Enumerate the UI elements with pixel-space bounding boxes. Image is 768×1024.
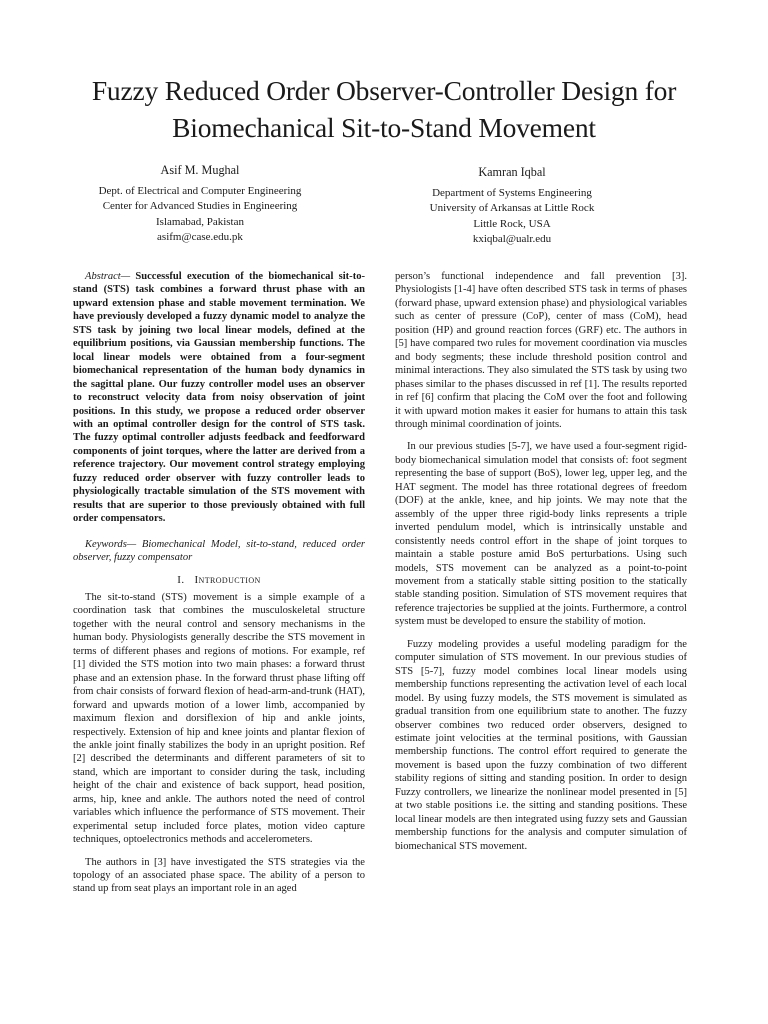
body-paragraph: person’s functional independence and fall prevention [3]. Physiologists [1-4] have often described STS task in terms of phases (forward phase, upward extension phase) and physiological variables such as center of pressure (CoP), center of mass (CoM), head position (HP) and ground reaction forces (GRF) etc. The authors in [5] have compared two rules for movement coordination via muscles and body segments; these include threshold position control and minimal interactions. They also simulated the STS task by using two phases similar to the phases discussed in ref [1]. The results reported in ref [6] confirm that placing the CoM over the foot and following it with upward motion makes it easier for humans to attain this task through minimal coordination of joints. xyxy=(395,271,687,430)
author-affiliation: Center for Advanced Studies in Engineering xyxy=(102,200,298,213)
abstract xyxy=(73,270,365,526)
author-name: Kamran Iqbal xyxy=(478,165,546,179)
author-affiliation: Dept. of Electrical and Computer Engineering xyxy=(98,185,302,198)
keywords-text: Biomechanical Model, sit-to-stand, reduced order observer, fuzzy compensator xyxy=(73,538,365,564)
section-number: I. xyxy=(177,573,185,586)
body-paragraph: The sit-to-stand (STS) movement is a simple example of a coordination task that combines the musculoskeletal structure together with the neural control and sensory mechanisms in the human body. Physiologists generally describe the STS movement in terms of different phases and regions of motions. For example, ref [1] divided the STS motion into two main phases: a forward thrust phase and an extension phase. In the forward thrust phase lifting off from chair consists of forward flexion of head-arm-and-trunk (HAT), forward and upwards motion of a lower limb, accompanied by maximum flexion and dorsiflexion of hip and ankle joints, respectively. Extension of hip and knee joints and plantar flexion of the ankle joint finally stabilizes the body in an upright position. Ref [2] described the determinants and different parameters of sit to stand, which are important to consider during the task, including height of the chair and existence of back support, head position, arms, hip, knee and ankle. The authors noted the need of control variables which influence the performance of STS movement. Their experimental setup included force plates, motion video capture techniques, optoelectronics methods and accelerometers. xyxy=(73,591,365,846)
author-email[interactable]: kxiqbal@ualr.edu xyxy=(472,232,552,245)
author-email[interactable]: asifm@case.edu.pk xyxy=(157,230,243,243)
body-paragraph: Fuzzy modeling provides a useful modeling paradigm for the computer simulation of STS movement. In our previous studies of STS [5-7], fuzzy model combines local linear models using membership functions representing the activation level of each local model. By using fuzzy models, the STS movement is simulated as gradual transition from one equilibrium state to another. The fuzzy observer combines two reduced order observers, designed to estimate joint velocities at the terminal positions, with Gaussian membership functions. The control effort required to generate the movement is based upon the fuzzy combination of two different stability regions of sitting and standing position. In order to design Fuzzy controllers, we linearize the nonlinear model presented in [5] at two stable positions i.e. the sitting and standing positions. These local linear models are then integrated using fuzzy sets and Gaussian membership functions for the analysis and computer simulation of biomechanical STS movement. xyxy=(395,638,687,852)
author-name: Asif M. Mughal xyxy=(160,163,240,177)
section-heading xyxy=(73,574,365,587)
author-affiliation: Department of Systems Engineering xyxy=(432,187,592,200)
author-block-2 xyxy=(347,165,677,247)
author-location: Islamabad, Pakistan xyxy=(156,215,244,228)
right-column xyxy=(395,270,687,853)
keywords-label: Keywords— xyxy=(85,538,137,550)
keywords xyxy=(73,538,365,565)
author-affiliation: University of Arkansas at Little Rock xyxy=(429,202,595,215)
section-title: Introduction xyxy=(194,573,261,586)
title-line-2: Biomechanical Sit-to-Stand Movement xyxy=(172,112,596,143)
abstract-label: Abstract— xyxy=(85,271,131,282)
left-column xyxy=(73,270,365,896)
body-paragraph: The authors in [3] have investigated the STS strategies via the topology of an associated phase space. The ability of a person to stand up from seat plays an important role in an aged xyxy=(73,856,365,895)
body-paragraph: In our previous studies [5-7], we have used a four-segment rigid-body biomechanical simulation model that consists of: foot segment representing the base of support (BoS), lower leg, upper leg, and the HAT segment. The model has three rotational degrees of freedom (DOF) at the ankle, knee, and hip joints. We may note that the assembly of the upper three rigid-body links represents a triple inverted pendulum model, which is intrinsically unstable and consistently needs control effort in the shape of joint torques to maintain a stable posture amid BoS perturbations. Using such models, STS movement can be analyzed as a point-to-point movement from a statically stable sitting position to the statically stable standing position. Simulation of STS movement requires that reference trajectories be supplied at the joints. Furthermore, a control system must be developed to ensure the stability of motion. xyxy=(395,441,687,628)
author-location: Little Rock, USA xyxy=(473,217,551,230)
title-line-1: Fuzzy Reduced Order Observer-Controller Design for xyxy=(91,75,677,106)
abstract-text: Successful execution of the biomechanical sit-to-stand (STS) task combines a forward thrust phase with an upward extension phase and stable movement termination. We have previously developed a fuzzy dynamic model to analyze the STS task by joining two local linear models, defined at the equilibrium positions, via Gaussian membership functions. The local linear models were obtained from a four-segment biomechanical representation of the human body dynamics in the sagittal plane. Our fuzzy controller model uses an observer to reconstruct velocity data from noisy observation of joint positions. In this study, we propose a reduced order observer with an optimal controller design for the control of STS task. The fuzzy optimal controller adjusts feedback and feedforward components of joint torques, where the latter are derived from a reference trajectory. Our movement control strategy employing fuzzy reduced order observer with fuzzy controller leads to physiologically tractable simulation of the STS movement with results that are superior to those previously obtained with full order compensators. xyxy=(73,271,365,525)
author-block-1 xyxy=(35,163,365,245)
paper-title xyxy=(40,72,728,146)
